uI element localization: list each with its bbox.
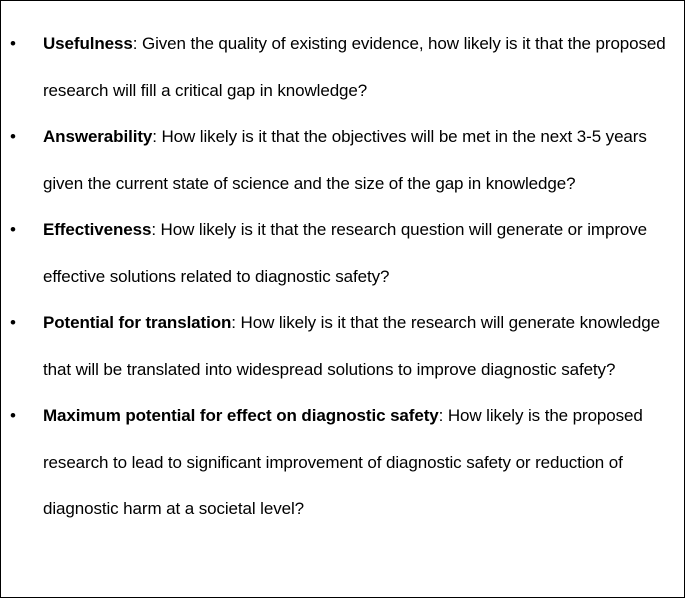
criterion-name: Usefulness — [43, 34, 133, 53]
criterion-description: : How likely is it that the objectives will be met in the next 3-5 years given the current state of science and the size of the gap in knowledge? — [43, 127, 647, 193]
criterion-answerability — [1, 114, 684, 207]
criterion-name: Effectiveness — [43, 220, 152, 239]
criterion-effectiveness — [1, 207, 684, 300]
criterion-description: : How likely is the proposed research to lead to significant improvement of diagnostic safety or reduction of diagnostic harm at a societal level? — [43, 406, 643, 518]
criterion-usefulness — [1, 21, 684, 114]
criterion-description: : How likely is it that the research question will generate or improve effective solutions related to diagnostic safety? — [43, 220, 647, 286]
bullet-icon: • — [10, 34, 16, 53]
criteria-list — [1, 21, 684, 533]
bullet-icon: • — [10, 220, 16, 239]
criterion-name: Answerability — [43, 127, 153, 146]
criterion-description: : How likely is it that the research will generate knowledge that will be translated into widespread solutions to improve diagnostic safety? — [43, 313, 660, 379]
criterion-name: Maximum potential for effect on diagnostic safety — [43, 406, 439, 425]
bullet-icon: • — [10, 406, 16, 425]
criterion-maximum-potential — [1, 393, 684, 533]
bullet-icon: • — [10, 127, 16, 146]
bullet-icon: • — [10, 313, 16, 332]
criterion-name: Potential for translation — [43, 313, 232, 332]
criterion-potential-for-translation — [1, 300, 684, 393]
criterion-description: : Given the quality of existing evidence, how likely is it that the proposed research will fill a critical gap in knowledge? — [43, 34, 666, 100]
